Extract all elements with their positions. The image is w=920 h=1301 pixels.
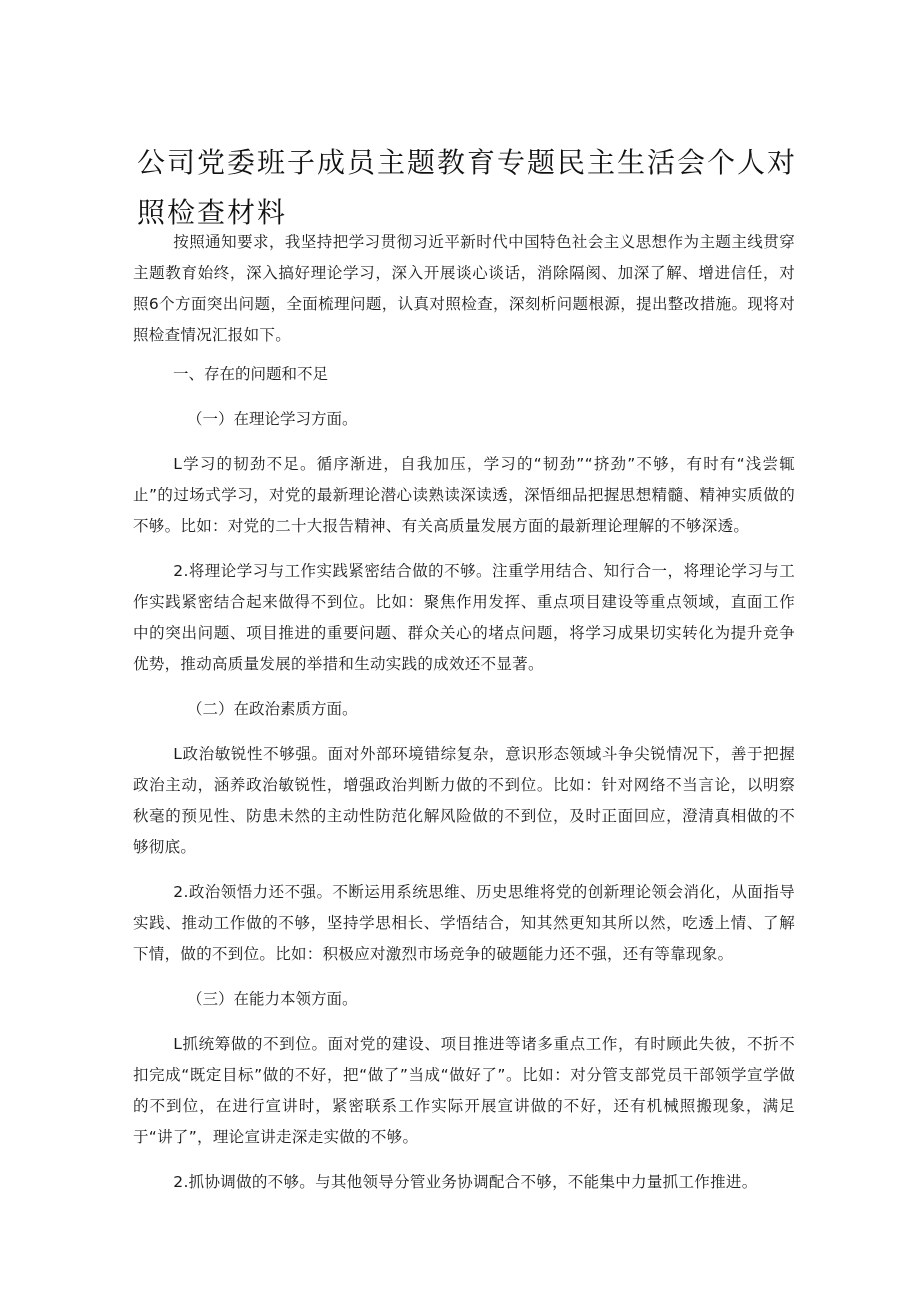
paragraph-political-2: 2.政治领悟力还不强。不断运用系统思维、历史思维将党的创新理论领会消化，从面指导实践、推动工作做的不够，坚持学思相长、学悟结合，知其然更知其所以然，吃透上情、了解下情，做的不到位。比如：积极应对激烈市场竞争的破题能力还不强，还有等靠现象。 [133, 883, 795, 963]
document-title: 公司党委班子成员主题教育专题民主生活会个人对照检查材料 [137, 146, 798, 229]
subsection-heading-ability: （三）在能力本领方面。 [187, 990, 358, 1008]
intro-paragraph: 按照通知要求，我坚持把学习贯彻习近平新时代中国特色社会主义思想作为主题主线贯穿主题教育始终，深入搞好理论学习，深入开展谈心谈话，消除隔阂、加深了解、增进信任，对照6个方面突出问题，全面梳理问题，认真对照检查，深刻析问题根源，提出整改措施。现将对照检查情况汇报如下。 [133, 233, 795, 344]
paragraph-ability-1: L抓统筹做的不到位。面对党的建设、项目推进等诸多重点工作，有时顾此失彼，不折不扣完成“既定目标”做的不好，把“做了”当成“做好了”。比如：对分管支部党员干部领学宣学做的不到位，在进行宣讲时，紧密联系工作实际开展宣讲做的不好，还有机械照搬现象，满足于“讲了”，理论宣讲走深走实做的不够。 [133, 1035, 795, 1146]
paragraph-political-1: L政治敏锐性不够强。面对外部环境错综复杂，意识形态领域斗争尖锐情况下，善于把握政治主动，涵养政治敏锐性，增强政治判断力做的不到位。比如：针对网络不当言论，以明察秋毫的预见性、防患未然的主动性防范化解风险做的不到位，及时正面回应，澄清真相做的不够彻底。 [133, 745, 795, 856]
section-heading-problems: 一、存在的问题和不足 [173, 365, 329, 383]
document-body [133, 227, 795, 1198]
paragraph-theory-1: L学习的韧劲不足。循序渐进，自我加压，学习的“韧劲”“挤劲”不够，有时有“浅尝辄止”的过场式学习，对党的最新理论潜心读熟读深读透，深悟细品把握思想精髓、精神实质做的不够。比如：对党的二十大报告精神、有关高质量发展方面的最新理论理解的不够深透。 [133, 455, 795, 535]
subsection-heading-political: （二）在政治素质方面。 [187, 700, 358, 718]
paragraph-theory-2: 2.将理论学习与工作实践紧密结合做的不够。注重学用结合、知行合一，将理论学习与工作实践紧密结合起来做得不到位。比如：聚焦作用发挥、重点项目建设等重点领域，直面工作中的突出问题、项目推进的重要问题、群众关心的堵点问题，将学习成果切实转化为提升竞争优势，推动高质量发展的举措和生动实践的成效还不显著。 [133, 562, 795, 673]
subsection-heading-theory: （一）在理论学习方面。 [187, 410, 358, 428]
paragraph-ability-2: 2.抓协调做的不够。与其他领导分管业务协调配合不够，不能集中力量抓工作推进。 [173, 1173, 758, 1191]
